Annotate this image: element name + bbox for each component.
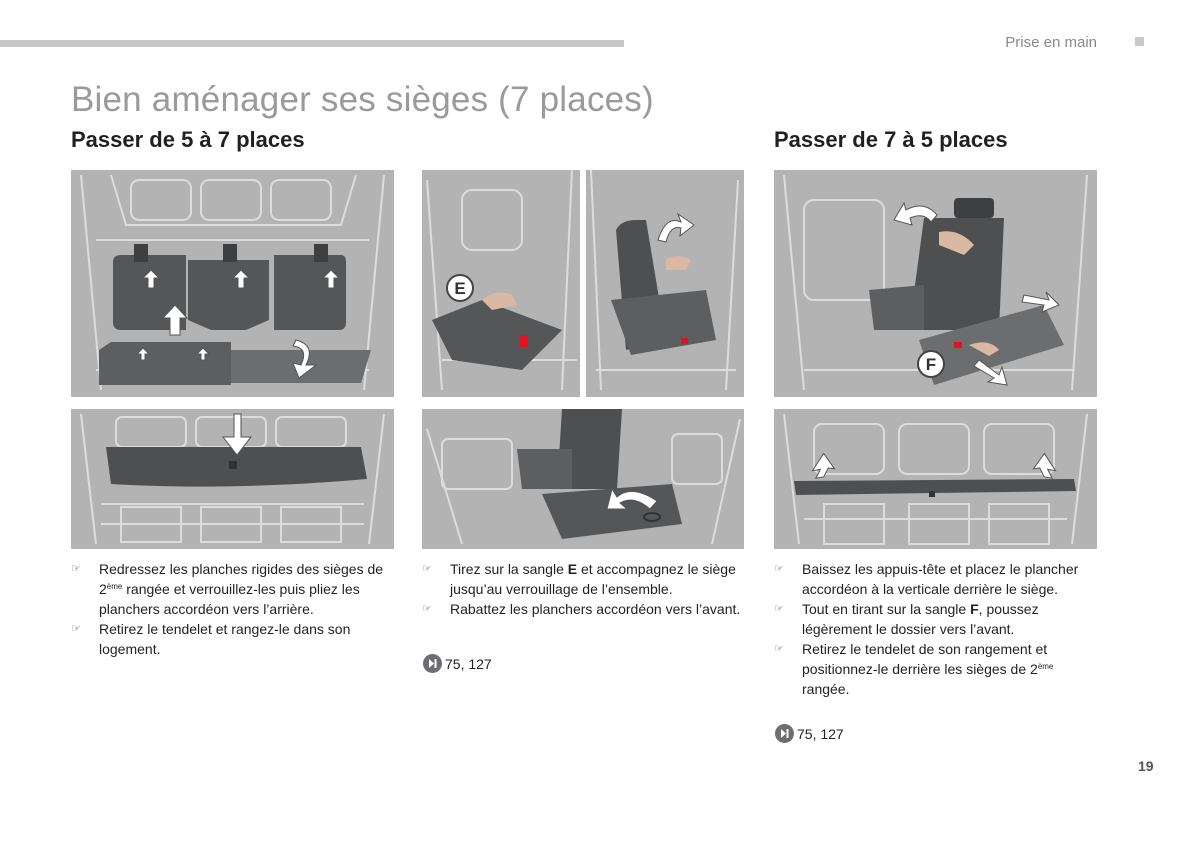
photo-seat-fold-strap-f — [774, 170, 1097, 397]
hand-pointer-icon: ☞ — [774, 603, 784, 615]
hand-pointer-icon: ☞ — [71, 623, 81, 635]
hand-pointer-icon: ☞ — [71, 563, 81, 575]
steps-7-to-5 — [774, 559, 1099, 699]
steps-5-to-7 — [71, 559, 401, 659]
photo-seat-unfold-strap-e — [422, 170, 580, 397]
list-item: ☞ Baissez les appuis-tête et placez le plancher accordéon à la verticale derrière le siège. — [774, 561, 1079, 597]
header-rule — [0, 40, 624, 47]
skip-forward-icon — [423, 654, 442, 673]
list-item: ☞ Tirez sur la sangle E et accompagnez le siège jusqu’au verrouillage de l’ensemble. — [422, 561, 736, 597]
page-number: 19 — [1138, 758, 1154, 774]
list-item: ☞ Retirez le tendelet de son rangement et positionnez-le derrière les sièges de 2ème rangée. — [774, 641, 1054, 697]
hand-pointer-icon: ☞ — [774, 643, 784, 655]
strap-e-label: E — [454, 279, 466, 298]
hand-pointer-icon: ☞ — [422, 603, 432, 615]
list-item: ☞ Rabattez les planchers accordéon vers l’avant. — [422, 601, 741, 617]
reference-link-right[interactable]: 75, 127 — [775, 724, 844, 743]
reference-link-middle[interactable]: 75, 127 — [423, 654, 492, 673]
section-label: Prise en main — [1005, 34, 1097, 51]
photo-seatbacks-raised — [71, 170, 394, 397]
skip-forward-icon — [775, 724, 794, 743]
heading-5-to-7: Passer de 5 à 7 places — [71, 127, 305, 152]
section-marker — [1135, 37, 1144, 46]
list-item: ☞ Tout en tirant sur la sangle F, poussez légèrement le dossier vers l’avant. — [774, 601, 1039, 637]
steps-unfold-seat — [422, 559, 747, 619]
photo-seat-folded-forward — [586, 170, 744, 397]
strap-f-label: F — [925, 355, 937, 374]
heading-7-to-5: Passer de 7 à 5 places — [774, 127, 1008, 152]
list-item: ☞ Retirez le tendelet et rangez-le dans son logement. — [71, 621, 351, 657]
photo-tonneau-cover-stowed — [71, 409, 394, 549]
hand-pointer-icon: ☞ — [774, 563, 784, 575]
photo-tonneau-cover-installed — [774, 409, 1097, 549]
hand-pointer-icon: ☞ — [422, 563, 432, 575]
photo-accordion-floor-forward — [422, 409, 744, 549]
page-title: Bien aménager ses sièges (7 places) — [71, 80, 654, 119]
list-item: ☞ Redressez les planches rigides des sièges de 2ème rangée et verrouillez-les puis pliez les planchers accordéon vers l’arrière. — [71, 561, 384, 617]
